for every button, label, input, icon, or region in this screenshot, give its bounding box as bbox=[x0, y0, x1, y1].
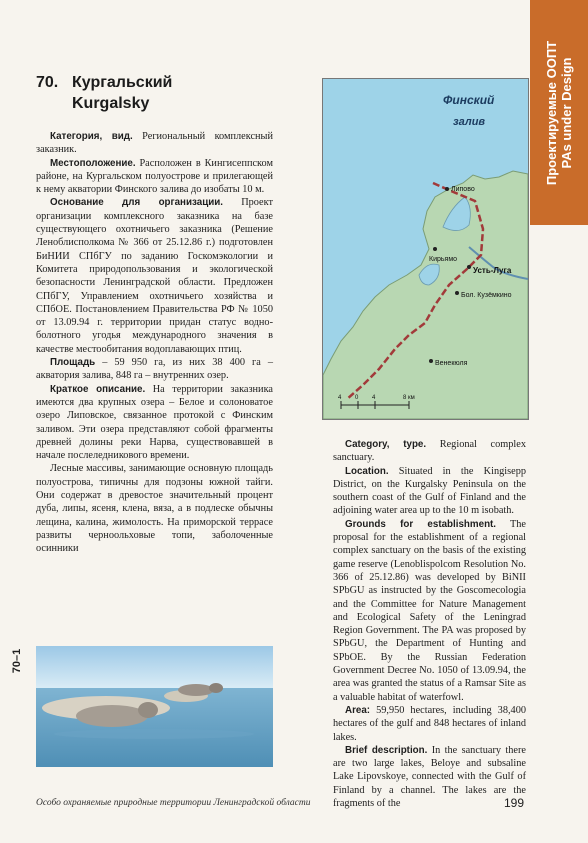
en-paragraph-text: Situated in the Kingisepp District, on the Kurgalsky Peninsula on the southern coast of the Gulf of Finland and the adjoining water area up to the 10 m isobath. bbox=[333, 465, 526, 517]
map-place-label: Венекюля bbox=[435, 360, 468, 367]
map-place-label: Усть-Луга bbox=[473, 266, 512, 275]
seal-shape bbox=[138, 702, 158, 718]
seal-photo-graphic bbox=[36, 646, 273, 767]
en-paragraph-label: Brief description. bbox=[345, 744, 428, 756]
photo-sky bbox=[36, 646, 273, 688]
page-number: 199 bbox=[504, 796, 525, 810]
entry-number: 70. bbox=[36, 74, 59, 91]
en-paragraph bbox=[333, 704, 526, 744]
scale-label: 4 bbox=[372, 395, 376, 401]
ru-paragraph-text: Расположен в Кингисеппском районе, на Кургальском полуострове и прилегающей к нему акватории Финского залива до изобаты 10 м. bbox=[36, 157, 273, 196]
ru-paragraph-text: Проект организации комплексного заказника на базе существующего охотничьего заказника (Решение Леноблисполкома № 366 от 25.12.86 г.) подготовлен БиНИИ СПбГУ по заданию Госкомэкологии и Комитета природопользования и экологической безопасности Ленинградской области. Предложен СПбГУ, Управлением охотничьего хозяйства и СПбОЕ. Постановлением Правительства РФ № 1050 от 13.09.94 г. территории придан статус водно-болотного угодья международного значения в качестве местообитания водоплавающих птиц. bbox=[36, 197, 273, 355]
russian-text-column bbox=[36, 130, 273, 556]
ru-paragraph bbox=[36, 462, 273, 555]
en-paragraph-label: Location. bbox=[345, 465, 389, 477]
en-paragraph bbox=[333, 518, 526, 704]
seal-shape bbox=[76, 705, 148, 727]
en-paragraph bbox=[333, 465, 526, 518]
section-tab-ru: Проектируемые ООПТ bbox=[544, 40, 559, 185]
section-tab bbox=[530, 0, 588, 225]
en-paragraph-text: Regional complex sanctuary. bbox=[333, 439, 527, 464]
ru-paragraph-text: Региональный комплексный заказник. bbox=[36, 131, 273, 156]
entry-title-ru: Кургальский bbox=[72, 74, 173, 91]
en-paragraph-label: Category, type. bbox=[345, 439, 427, 450]
ru-paragraph bbox=[36, 356, 273, 383]
map-place-label: Кирьямо bbox=[429, 256, 458, 263]
english-text-column bbox=[333, 438, 526, 810]
en-paragraph-label: Grounds for establishment. bbox=[345, 518, 497, 530]
seal-photo bbox=[36, 646, 273, 767]
ru-paragraph-text: Лесные массивы, занимающие основную площадь полуострова, типичны для подзоны южной тайги. Они содержат в древостое значительный процент дуба, липы, ясеня, клена, вяза, а в подлеске обычны лещина, калина, жимолость. На приморской террасе развиты черноольховые топи, заболоченные осинники bbox=[36, 463, 273, 555]
ru-paragraph-label: Площадь bbox=[50, 357, 96, 369]
ru-paragraph-label: Основание для организации. bbox=[50, 197, 223, 209]
ru-paragraph-text: На территории заказника имеются два крупных озера – Белое и солоноватое озеро Липовское, связанное протокой с Финским заливом. Эти озера представляют собой фрагменты древней долины реки Нарва, существовавшей в начале послеледникового времени. bbox=[36, 383, 273, 462]
seal-shape bbox=[178, 684, 214, 696]
map-place-marker bbox=[467, 265, 471, 269]
entry-title bbox=[36, 72, 172, 114]
scale-label: 8 км bbox=[403, 395, 415, 401]
photo-caption bbox=[10, 645, 24, 677]
map-gulf-label: залив bbox=[453, 116, 486, 128]
photo-caption-text: 70–1 bbox=[11, 648, 23, 674]
map-place-label: Липово bbox=[451, 186, 475, 193]
en-paragraph-text: The proposal for the establishment of a regional complex sanctuary on the basis of the existing game reserve (Lenoblispolcom Resolution No. 366 of 25.12.86) was developed by BiNII SPbGU as instructed by the Goscomecologia and the Committee for Nature Management and Ecological Safety of the Leningrad Region Government. The PA was proposed by SPbGU, the Department of Hunting and SPbOE. By the Russian Federation Government Decree No. 1050 of 13.09.94, the area was granted the status of a Ramsar Site as a valuable habitat of waterfowl. bbox=[333, 518, 527, 703]
ru-paragraph-label: Краткое описание. bbox=[50, 383, 146, 395]
ru-paragraph-label: Местоположение. bbox=[50, 157, 136, 169]
ru-paragraph bbox=[36, 196, 273, 356]
photo-wave bbox=[54, 729, 254, 739]
location-map bbox=[322, 78, 529, 420]
scale-label: 4 bbox=[338, 395, 342, 401]
map-place-marker bbox=[455, 291, 459, 295]
section-tab-en: PAs under Design bbox=[559, 57, 574, 169]
map-place-marker bbox=[445, 187, 449, 191]
map-gulf-label: Финский bbox=[443, 93, 495, 107]
entry-title-en: Kurgalsky bbox=[72, 95, 150, 112]
en-paragraph bbox=[333, 438, 526, 465]
ru-paragraph bbox=[36, 130, 273, 157]
ru-paragraph-text: – 59 950 га, из них 38 400 га – акватория залива, 848 га – внутренних озер. bbox=[36, 357, 273, 382]
ru-paragraph bbox=[36, 157, 273, 197]
map-place-marker bbox=[429, 359, 433, 363]
map-place-marker bbox=[433, 247, 437, 251]
map-place-label: Бол. Кузёмкино bbox=[461, 292, 512, 299]
map-graphic bbox=[323, 79, 528, 419]
en-paragraph-label: Area: bbox=[345, 704, 371, 716]
seal-shape bbox=[209, 683, 223, 693]
footer-book-title: Особо охраняемые природные территории Ленинградской области bbox=[36, 798, 311, 808]
en-paragraph-text: In the sanctuary there are two large lakes, Beloye and subsaline Lake Lipovskoye, connected with the Gulf of Finland by a channel. The lakes are the fragments of the bbox=[333, 744, 526, 810]
en-paragraph bbox=[333, 744, 526, 810]
scale-label: 0 bbox=[355, 395, 359, 401]
ru-paragraph-label: Категория, вид. bbox=[50, 131, 133, 142]
ru-paragraph bbox=[36, 383, 273, 463]
en-paragraph-text: 59,950 hectares, including 38,400 hectares of the gulf and 848 hectares of inland lakes. bbox=[333, 704, 526, 743]
